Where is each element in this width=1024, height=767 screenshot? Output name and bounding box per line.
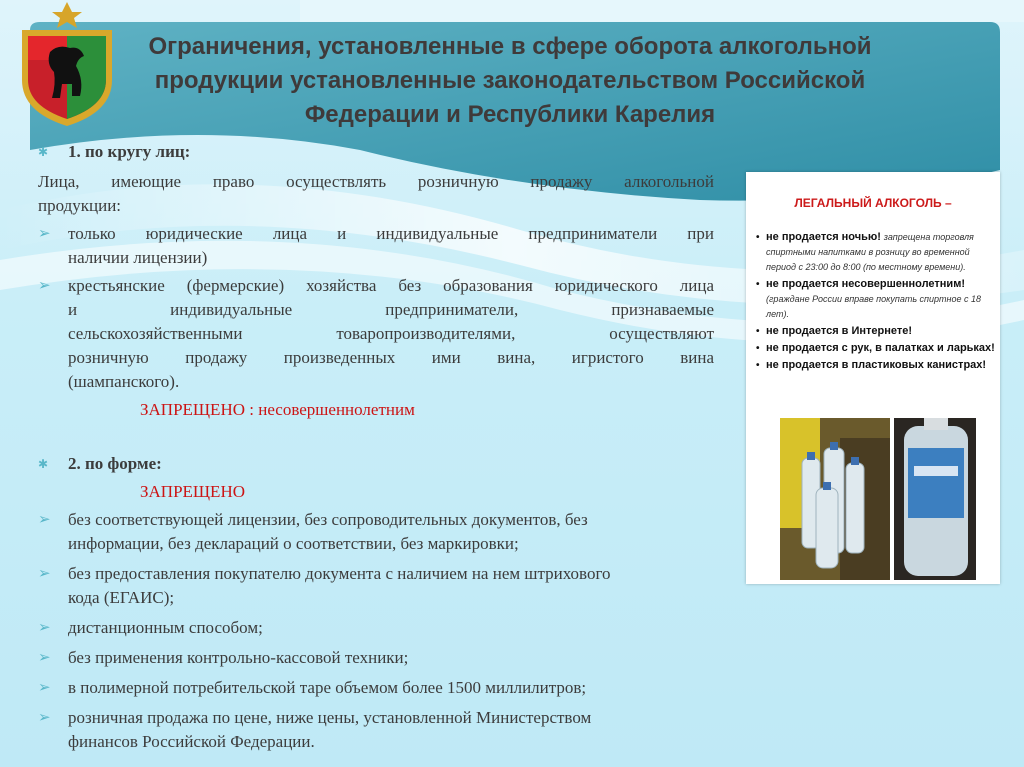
poster-item-minors-bold: не продается несовершеннолетним! bbox=[766, 278, 965, 290]
content-body bbox=[38, 140, 714, 754]
arrow-bullet-icon: ➢ bbox=[38, 650, 51, 666]
section1-item2-line4: розничную продажу произведенных ими вина, игристого вина bbox=[68, 348, 714, 367]
section1-intro-line2: продукции: bbox=[38, 196, 122, 215]
section1-intro-line1: Лица, имеющие право осуществлять розничную продажу алкогольной bbox=[38, 172, 714, 191]
arrow-bullet-icon: ➢ bbox=[38, 226, 51, 242]
section2-forbidden: ЗАПРЕЩЕНО bbox=[140, 482, 245, 501]
arrow-bullet-icon: ➢ bbox=[38, 710, 51, 726]
poster-item-night-bold: не продается ночью! bbox=[766, 231, 881, 243]
section2-item5 bbox=[38, 676, 714, 700]
poster-item-night bbox=[756, 230, 996, 275]
section1-forbidden: ЗАПРЕЩЕНО : несовершеннолетним bbox=[140, 400, 415, 419]
page-title: Ограничения, установленные в сфере оборота алкогольной продукции установленные законодательством Российской Федерации и Республики Карелия bbox=[148, 33, 872, 128]
section2-heading-line bbox=[38, 452, 714, 476]
poster-item-minors-note: (граждане России вправе покупать спиртное с 18 лет). bbox=[766, 294, 981, 319]
section2-item1-line2: информации, без деклараций о соответствии, без маркировки; bbox=[68, 534, 519, 553]
arrow-bullet-icon: ➢ bbox=[38, 512, 51, 528]
arrow-bullet-icon: ➢ bbox=[38, 278, 51, 294]
poster-item-internet bbox=[756, 324, 996, 339]
star-bullet-icon: ✱ bbox=[38, 145, 49, 159]
poster-item-internet-bold: не продается в Интернете! bbox=[766, 325, 913, 337]
section1-item1 bbox=[38, 222, 714, 270]
poster-title: ЛЕГАЛЬНЫЙ АЛКОГОЛЬ – bbox=[794, 196, 952, 210]
arrow-bullet-icon: ➢ bbox=[38, 620, 51, 636]
section1-item1-line1: только юридические лица и индивидуальные предприниматели при bbox=[68, 224, 714, 243]
section2-item2 bbox=[38, 562, 714, 610]
arrow-bullet-icon: ➢ bbox=[38, 680, 51, 696]
section1-item2 bbox=[38, 274, 714, 394]
section2-item2-line2: кода (ЕГАИС); bbox=[68, 588, 175, 607]
poster-item-night-note: запрещена торговля спиртными напитками в розницу во временной период с 23:00 до 8:00 (по местному времени). bbox=[766, 232, 974, 272]
section1-item2-line2: и индивидуальные предприниматели, признаваемые bbox=[68, 300, 714, 319]
karelia-coat-of-arms-icon bbox=[14, 0, 120, 130]
poster-item-kiosks bbox=[756, 341, 996, 356]
section2-item6 bbox=[38, 706, 714, 754]
section1-item2-line1: крестьянские (фермерские) хозяйства без образования юридического лица bbox=[68, 276, 714, 295]
section2-item3 bbox=[38, 616, 714, 640]
section1-heading-line bbox=[38, 140, 714, 164]
poster-list bbox=[756, 230, 996, 375]
poster-item-canisters-bold: не продается в пластиковых канистрах! bbox=[766, 359, 987, 371]
bottles-photo-left bbox=[780, 418, 890, 580]
bottle-photo-right bbox=[894, 418, 976, 580]
section1-item1-line2: наличии лицензии) bbox=[68, 248, 208, 267]
section1-item2-line3: сельскохозяйственными товаропроизводителями, осуществляют bbox=[68, 324, 714, 343]
poster-item-minors bbox=[756, 277, 996, 322]
section2-item1 bbox=[38, 508, 714, 556]
section2-item2-line1: без предоставления покупателю документа с наличием на нем штрихового bbox=[68, 564, 611, 583]
poster-item-canisters bbox=[756, 358, 996, 373]
star-bullet-icon: ✱ bbox=[38, 457, 49, 471]
section2-heading: 2. по форме: bbox=[68, 454, 162, 473]
poster-item-kiosks-bold: не продается с рук, в палатках и ларьках! bbox=[766, 342, 995, 354]
section2-item3-text: дистанционным способом; bbox=[68, 618, 263, 637]
section2-item5-text: в полимерной потребительской таре объемом более 1500 миллилитров; bbox=[68, 678, 587, 697]
legal-alcohol-poster bbox=[746, 172, 1000, 584]
section2-item4-text: без применения контрольно-кассовой техники; bbox=[68, 648, 409, 667]
section2-item6-line2: финансов Российской Федерации. bbox=[68, 732, 315, 751]
arrow-bullet-icon: ➢ bbox=[38, 566, 51, 582]
section2-item6-line1: розничная продажа по цене, ниже цены, установленной Министерством bbox=[68, 708, 592, 727]
section1-heading: 1. по кругу лиц: bbox=[68, 142, 191, 161]
section1-item2-line5: (шампанского). bbox=[68, 372, 180, 391]
section2-item4 bbox=[38, 646, 714, 670]
section2-item1-line1: без соответствующей лицензии, без сопроводительных документов, без bbox=[68, 510, 588, 529]
